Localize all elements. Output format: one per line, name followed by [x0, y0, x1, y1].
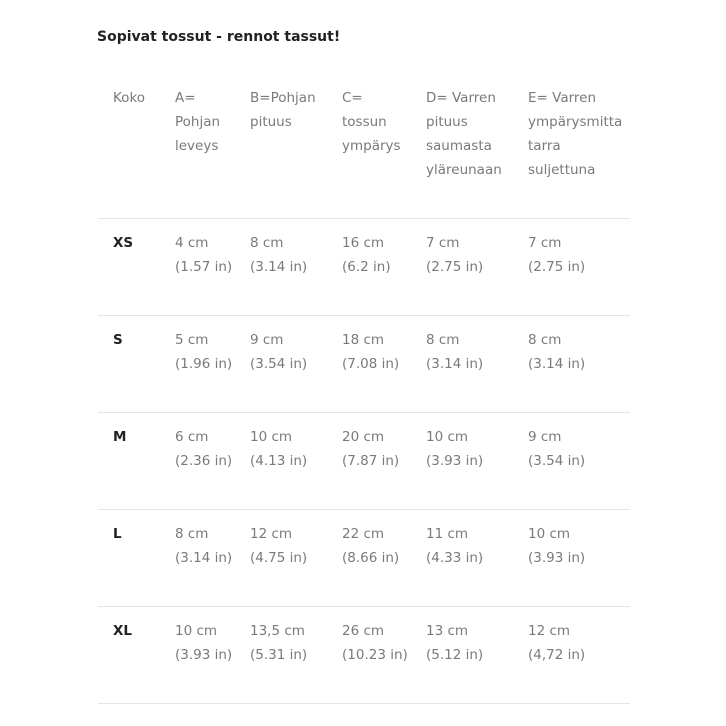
- cell-in: (3.14 in): [175, 549, 233, 566]
- header-size: Koko: [113, 90, 146, 106]
- size-chart-table: [98, 74, 630, 704]
- cell-in: (1.96 in): [175, 355, 233, 372]
- cell-in: (4.75 in): [250, 549, 308, 566]
- size-label: S: [113, 331, 123, 348]
- cell-in: (1.57 in): [175, 258, 233, 275]
- cell-in: (5.31 in): [250, 646, 308, 663]
- cell-a: [160, 315, 235, 412]
- cell-d: [411, 606, 513, 703]
- cell-d: [411, 412, 513, 509]
- table-row: [98, 315, 630, 412]
- cell-cm: 9 cm: [528, 428, 562, 445]
- size-label: XS: [113, 234, 134, 251]
- cell-in: (3.14 in): [250, 258, 308, 275]
- cell-e: [513, 606, 630, 703]
- cell-e: [513, 412, 630, 509]
- cell-c: [327, 218, 411, 315]
- cell-in: (10.23 in): [342, 646, 408, 663]
- cell-in: (7.87 in): [342, 452, 400, 469]
- cell-cm: 8 cm: [175, 525, 209, 542]
- cell-cm: 9 cm: [250, 331, 284, 348]
- cell-c: [327, 606, 411, 703]
- cell-cm: 18 cm: [342, 331, 385, 348]
- header-b-sole-length: B=Pohjan pituus: [250, 90, 316, 130]
- cell-e: [513, 218, 630, 315]
- cell-cm: 7 cm: [426, 234, 460, 251]
- cell-in: (4.33 in): [426, 549, 484, 566]
- cell-b: [235, 509, 327, 606]
- cell-cm: 6 cm: [175, 428, 209, 445]
- cell-cm: 22 cm: [342, 525, 385, 542]
- size-label: M: [113, 428, 127, 445]
- cell-cm: 10 cm: [528, 525, 571, 542]
- cell-e: [513, 509, 630, 606]
- cell-in: (3.93 in): [528, 549, 586, 566]
- cell-in: (6.2 in): [342, 258, 391, 275]
- size-label: XL: [113, 622, 133, 639]
- cell-in: (2.36 in): [175, 452, 233, 469]
- cell-cm: 10 cm: [250, 428, 293, 445]
- cell-a: [160, 412, 235, 509]
- cell-in: (4.13 in): [250, 452, 308, 469]
- cell-in: (4,72 in): [528, 646, 586, 663]
- cell-in: (2.75 in): [528, 258, 586, 275]
- cell-cm: 5 cm: [175, 331, 209, 348]
- cell-e: [513, 315, 630, 412]
- cell-in: (3.93 in): [175, 646, 233, 663]
- cell-in: (2.75 in): [426, 258, 484, 275]
- cell-in: (7.08 in): [342, 355, 400, 372]
- cell-b: [235, 412, 327, 509]
- table-row: [98, 606, 630, 703]
- cell-cm: 10 cm: [175, 622, 218, 639]
- size-label: L: [113, 525, 122, 542]
- cell-d: [411, 315, 513, 412]
- header-e-shaft-circumference: E= Varren ympärysmitta tarra suljettuna: [528, 90, 623, 178]
- cell-cm: 10 cm: [426, 428, 469, 445]
- cell-in: (3.14 in): [528, 355, 586, 372]
- cell-in: (8.66 in): [342, 549, 400, 566]
- cell-cm: 7 cm: [528, 234, 562, 251]
- page-title: Sopivat tossut - rennot tassut!: [97, 29, 341, 45]
- cell-cm: 12 cm: [528, 622, 571, 639]
- cell-in: (5.12 in): [426, 646, 484, 663]
- table-header-row: [98, 74, 630, 218]
- table-row: [98, 509, 630, 606]
- cell-in: (3.54 in): [250, 355, 308, 372]
- cell-cm: 13 cm: [426, 622, 469, 639]
- cell-in: (3.54 in): [528, 452, 586, 469]
- header-a-sole-width: A= Pohjan leveys: [175, 90, 221, 154]
- cell-in: (3.14 in): [426, 355, 484, 372]
- cell-cm: 11 cm: [426, 525, 469, 542]
- cell-cm: 12 cm: [250, 525, 293, 542]
- cell-c: [327, 315, 411, 412]
- cell-cm: 4 cm: [175, 234, 209, 251]
- cell-d: [411, 509, 513, 606]
- cell-c: [327, 509, 411, 606]
- cell-b: [235, 606, 327, 703]
- cell-cm: 13,5 cm: [250, 622, 305, 639]
- cell-cm: 16 cm: [342, 234, 385, 251]
- cell-cm: 26 cm: [342, 622, 385, 639]
- header-d-shaft-length: D= Varren pituus saumasta yläreunaan: [426, 90, 502, 178]
- table-row: [98, 412, 630, 509]
- cell-b: [235, 218, 327, 315]
- header-c-circumference: C= tossun ympärys: [342, 90, 401, 154]
- cell-c: [327, 412, 411, 509]
- cell-a: [160, 218, 235, 315]
- cell-d: [411, 218, 513, 315]
- cell-cm: 20 cm: [342, 428, 385, 445]
- cell-a: [160, 606, 235, 703]
- cell-a: [160, 509, 235, 606]
- cell-cm: 8 cm: [426, 331, 460, 348]
- cell-cm: 8 cm: [528, 331, 562, 348]
- cell-b: [235, 315, 327, 412]
- table-row: [98, 218, 630, 315]
- cell-in: (3.93 in): [426, 452, 484, 469]
- cell-cm: 8 cm: [250, 234, 284, 251]
